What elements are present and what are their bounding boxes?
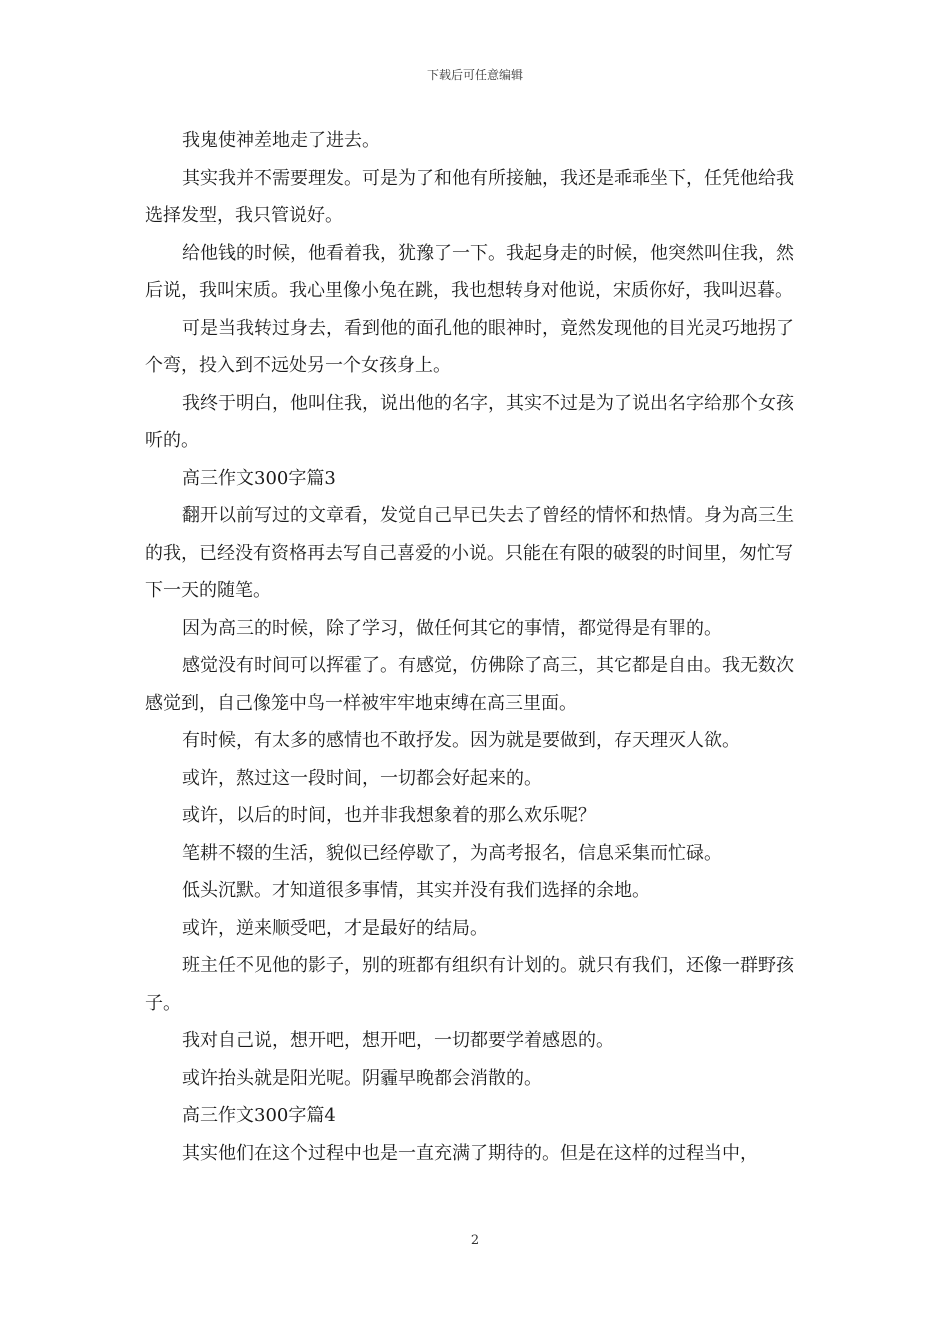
paragraph: 其实我并不需要理发。可是为了和他有所接触，我还是乖乖坐下，任凭他给我选择发型，我只管说好。 — [145, 167, 794, 226]
document-body — [145, 122, 810, 1172]
paragraph: 我对自己说，想开吧，想开吧，一切都要学着感恩的。 — [182, 1030, 614, 1051]
paragraph: 给他钱的时候，他看着我，犹豫了一下。我起身走的时候，他突然叫住我，然后说，我叫宋质。我心里像小兔在跳，我也想转身对他说，宋质你好，我叫迟暮。 — [145, 242, 794, 301]
paragraph: 或许，以后的时间，也并非我想象着的那么欢乐呢？ — [182, 805, 596, 826]
paragraph: 或许，逆来顺受吧，才是最好的结局。 — [182, 917, 488, 939]
paragraph: 翻开以前写过的文章看，发觉自己早已失去了曾经的情怀和热情。身为高三生的我，已经没有资格再去写自己喜爱的小说。只能在有限的破裂的时间里，匆忙写下一天的随笔。 — [145, 505, 794, 601]
paragraph: 有时候，有太多的感情也不敢抒发。因为就是要做到，存天理灭人欲。 — [182, 730, 740, 751]
section-heading: 高三作文300字篇4 — [182, 1105, 336, 1126]
paragraph: 其实他们在这个过程中也是一直充满了期待的。但是在这样的过程当中， — [182, 1142, 758, 1164]
page-header: 下载后可任意编辑 — [426, 68, 523, 82]
paragraph: 可是当我转过身去，看到他的面孔他的眼神时，竟然发现他的目光灵巧地拐了个弯，投入到不远处另一个女孩身上。 — [145, 317, 794, 376]
paragraph: 笔耕不辍的生活，貌似已经停歇了，为高考报名，信息采集而忙碌。 — [182, 842, 722, 864]
paragraph: 感觉没有时间可以挥霍了。有感觉，仿佛除了高三，其它都是自由。我无数次感觉到，自己像笼中鸟一样被牢牢地束缚在高三里面。 — [145, 655, 794, 714]
page-number: 2 — [470, 1233, 480, 1248]
paragraph: 我终于明白，他叫住我，说出他的名字，其实不过是为了说出名字给那个女孩听的。 — [145, 392, 794, 451]
section-heading: 高三作文300字篇3 — [182, 467, 336, 489]
paragraph: 或许抬头就是阳光呢。阴霾早晚都会消散的。 — [182, 1067, 542, 1089]
paragraph: 低头沉默。才知道很多事情，其实并没有我们选择的余地。 — [182, 880, 650, 901]
paragraph: 我鬼使神差地走了进去。 — [182, 130, 380, 151]
paragraph: 或许，熬过这一段时间，一切都会好起来的。 — [182, 767, 542, 789]
paragraph: 班主任不见他的影子，别的班都有组织有计划的。就只有我们，还像一群野孩子。 — [145, 955, 794, 1014]
paragraph: 因为高三的时候，除了学习，做任何其它的事情，都觉得是有罪的。 — [182, 617, 722, 639]
